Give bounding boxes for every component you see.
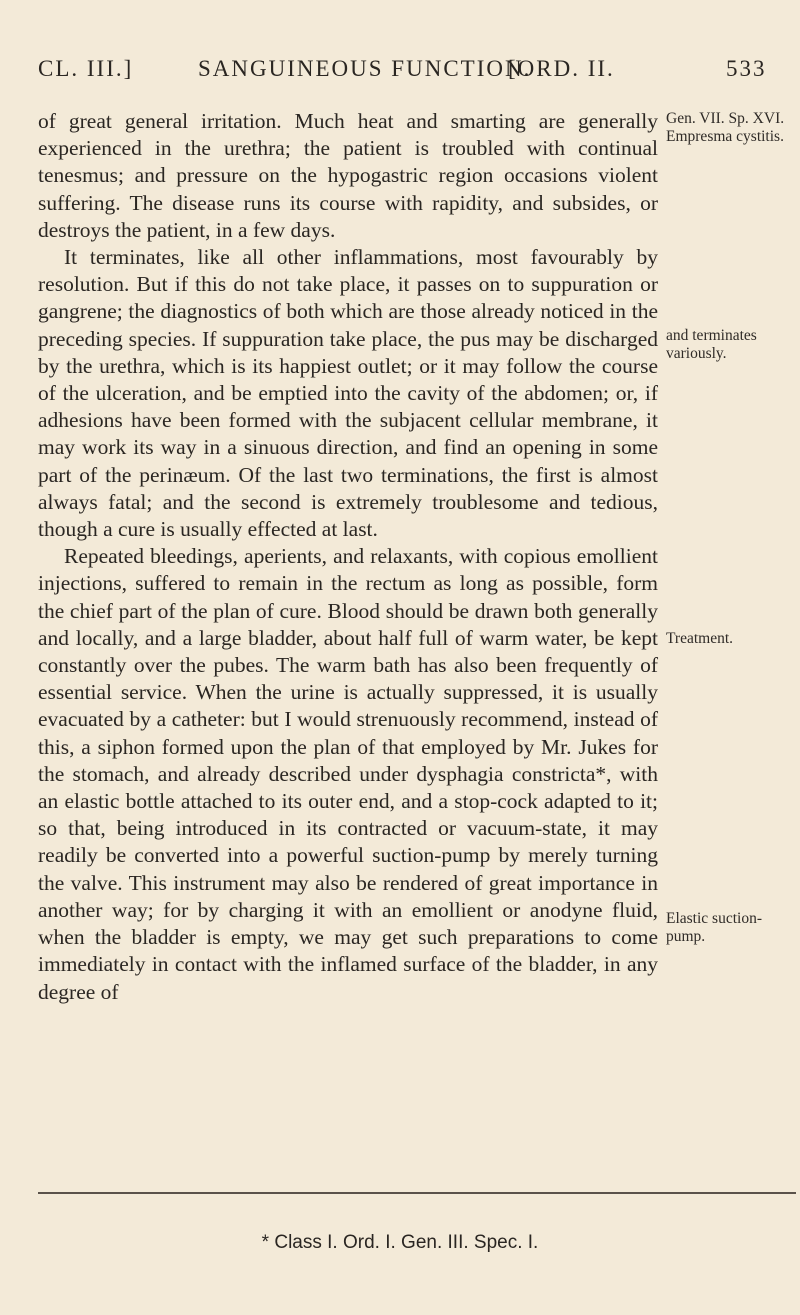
page-number: 533 <box>726 56 767 81</box>
margin-note-suction-pump: Elastic suction-pump. <box>666 910 762 945</box>
header-class: CL. III.] <box>38 56 134 81</box>
header-order: [ORD. II. <box>508 56 615 81</box>
paragraph-symptoms: of great general irritation. Much heat and smarting are generally experienced in the urethra; the patient is troubled with continual tenesmus; and pressure on the hypogastric region occasions violent suffering. The disease runs its course with rapidity, and subsides, or destroys the patient, in a few days. <box>38 109 658 242</box>
paragraph-treatment: Repeated bleedings, aperients, and relaxants, with copious emollient injections, suffered to remain in the rectum as long as possible, form the chief part of the plan of cure. Blood should be drawn both generally and locally, and a large bladder, about half full of warm water, be kept constantly over the pubes. The warm bath has also been frequently of essential service. When the urine is actually suppressed, it is usually evacuated by a catheter: but I would strenuously recommend, instead of this, a siphon formed upon the plan of that employed by Mr. Jukes for the stomach, and already described under dysphagia constricta*, with an elastic bottle attached to its outer end, and a stop-cock adapted to it; so that, being introduced in its contracted or vacuum-state, it may readily be converted into a powerful suction-pump by merely turning the valve. This instrument may also be rendered of great importance in another way; for by charging it with an emollient or anodyne fluid, when the bladder is empty, we may get such preparations to come immediately in contact with the inflamed surface of the bladder, in any degree of <box>38 544 658 1004</box>
header-title: SANGUINEOUS FUNCTION. <box>198 56 532 81</box>
body-text <box>38 108 658 1006</box>
paragraph-terminations: It terminates, like all other inflammations, most favourably by resolution. But if this do not take place, it passes on to suppuration or gangrene; the diagnostics of both which are those already noticed in the preceding species. If suppuration take place, the pus may be discharged by the urethra, which is its happiest outlet; or it may follow the course of the ulceration, and be emptied into the cavity of the abdomen; or, if adhesions have been formed with the subjacent cellular membrane, it may work its way in a sinuous direction, and find an opening in some part of the perinæum. Of the last two terminations, the first is almost always fatal; and the second is extremely troublesome and tedious, though a cure is usually effected at last. <box>38 245 658 542</box>
margin-note-genus: Gen. VII. Sp. XVI. Empresma cystitis. <box>666 110 785 145</box>
margin-note-terminates: and terminates variously. <box>666 327 757 362</box>
running-header <box>38 56 767 90</box>
footnote-divider <box>38 1192 796 1194</box>
footnote: * Class I. Ord. I. Gen. III. Spec. I. <box>261 1232 539 1253</box>
margin-note-treatment: Treatment. <box>666 630 734 647</box>
